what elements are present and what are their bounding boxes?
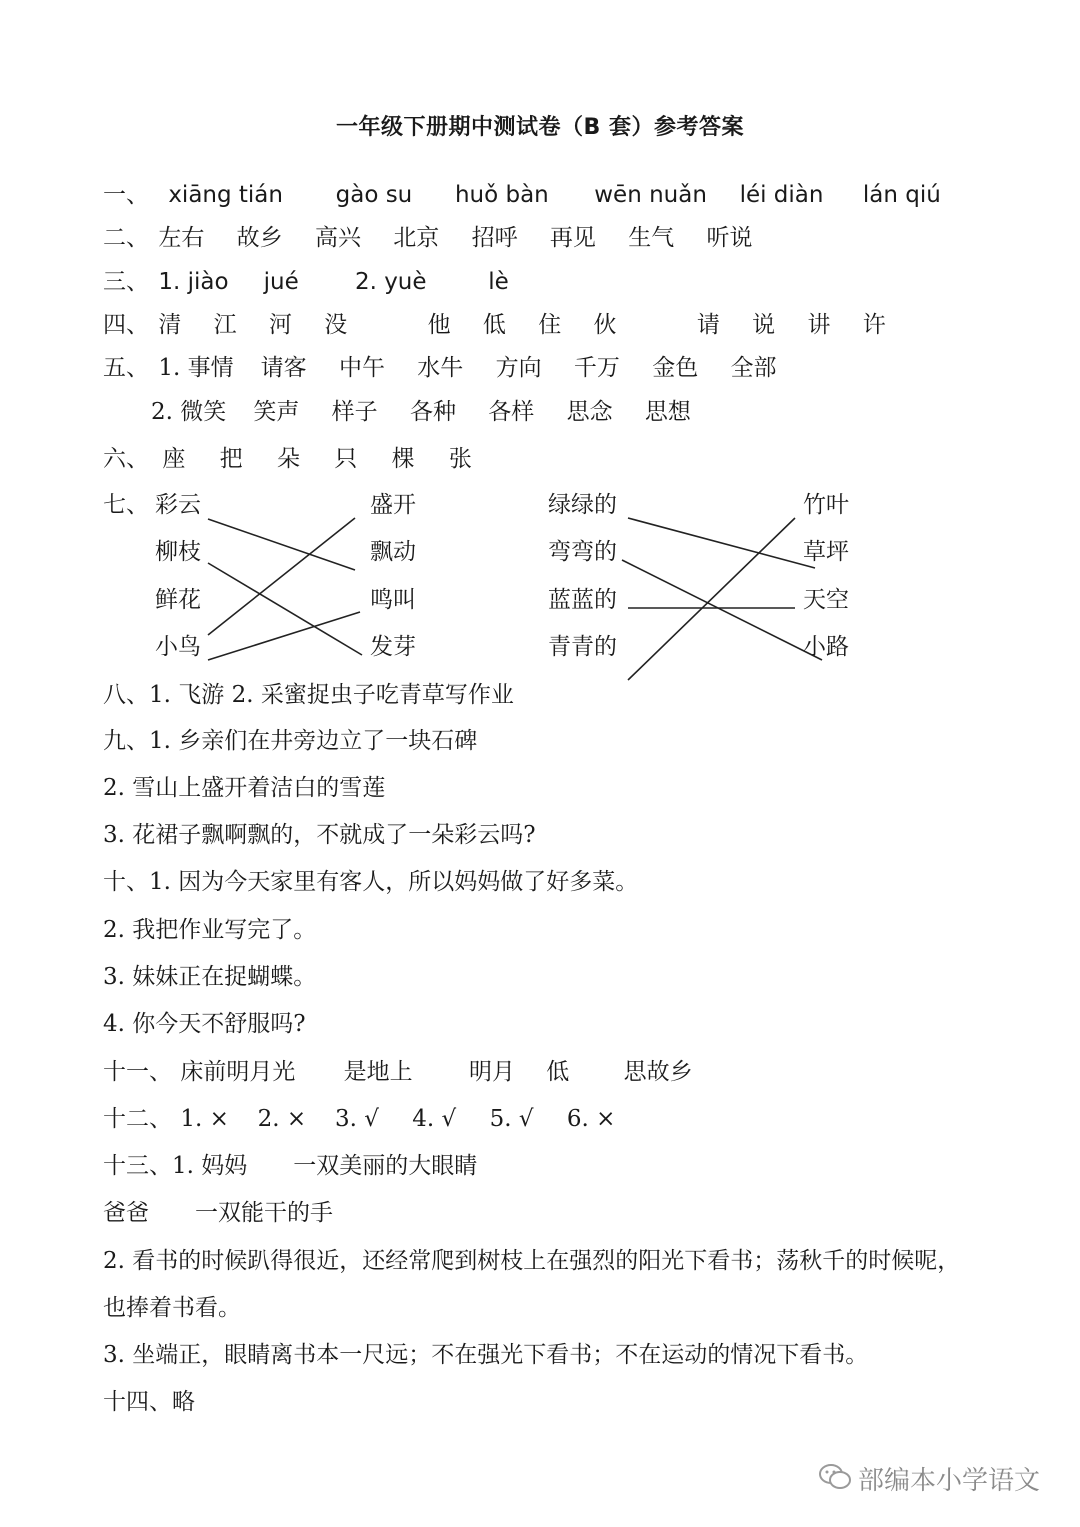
answer-13-line-1: 十三、1. 妈妈 一双美丽的大眼睛	[103, 1153, 478, 1179]
answer-7-label: 七、	[103, 492, 149, 518]
answer-3-label: 三、	[103, 269, 149, 295]
pinyin-item: 1. jiào	[158, 269, 229, 295]
match-left-a-3: 鲜花	[155, 587, 201, 613]
match-left-a-1: 彩云	[155, 492, 201, 518]
poem-item: 是地上	[343, 1059, 413, 1085]
match-line	[208, 612, 360, 660]
word-item: 水牛	[417, 355, 464, 381]
char-item: 许	[862, 312, 886, 338]
answer-2-label: 二、	[103, 225, 149, 251]
char-item: 伙	[593, 312, 617, 338]
judge-item: 6. ×	[566, 1106, 616, 1132]
answer-4-label: 四、	[103, 312, 149, 338]
char-item: 他	[427, 312, 451, 338]
pinyin-item: jué	[263, 269, 299, 295]
char-item: 低	[482, 312, 506, 338]
wechat-icon	[818, 1462, 852, 1492]
char-item: 张	[448, 446, 472, 472]
char-item: 讲	[807, 312, 831, 338]
char-item: 清	[158, 312, 182, 338]
match-left-b-3: 蓝蓝的	[548, 587, 617, 613]
word-item: 千万	[573, 355, 620, 381]
match-left-b-4: 青青的	[548, 634, 617, 660]
word-item: 北京	[393, 225, 440, 251]
answer-5-label: 五、	[103, 355, 149, 381]
answer-1-label: 一、	[103, 182, 149, 208]
match-right-b-2: 草坪	[803, 539, 849, 565]
match-right-a-2: 飘动	[370, 539, 416, 565]
char-item: 没	[324, 312, 348, 338]
answer-13-line-4: 也捧着书看。	[103, 1295, 241, 1321]
match-right-b-4: 小路	[803, 634, 849, 660]
answer-9-line-3: 3. 花裙子飘啊飘的，不就成了一朵彩云吗?	[103, 822, 536, 848]
word-item: 各种	[409, 399, 456, 425]
answer-6-label: 六、	[103, 446, 149, 472]
answer-8: 八、1. 飞游 2. 采蜜捉虫子吃青草写作业	[103, 682, 514, 708]
word-item: 故乡	[236, 225, 283, 251]
match-right-a-3: 鸣叫	[370, 587, 416, 613]
answer-10-line-1: 十、1. 因为今天家里有客人，所以妈妈做了好多菜。	[103, 869, 639, 895]
match-left-a-4: 小鸟	[155, 634, 201, 660]
judge-item: 2. ×	[257, 1106, 307, 1132]
match-left-a-2: 柳枝	[155, 539, 201, 565]
match-left-b-2: 弯弯的	[548, 539, 617, 565]
pinyin-item: léi diàn	[739, 182, 824, 208]
word-item: 金色	[652, 355, 699, 381]
poem-item: 床前明月光	[180, 1059, 296, 1085]
answer-13-line-5: 3. 坐端正，眼睛离书本一尺远；不在强光下看书；不在运动的情况下看书。	[103, 1342, 869, 1368]
char-item: 只	[334, 446, 358, 472]
answer-13-line-3: 2. 看书的时候趴得很近，还经常爬到树枝上在强烈的阳光下看书；荡秋千的时候呢，	[103, 1248, 961, 1274]
match-line	[208, 519, 355, 570]
answer-10-line-2: 2. 我把作业写完了。	[103, 917, 317, 943]
word-item: 生气	[628, 225, 675, 251]
answer-11-label: 十一、	[103, 1059, 172, 1085]
word-item: 2. 微笑	[151, 399, 227, 425]
match-line	[628, 518, 795, 680]
char-item: 座	[162, 446, 186, 472]
word-item: 笑声	[253, 399, 300, 425]
pinyin-item: huǒ bàn	[454, 182, 549, 208]
char-item: 江	[213, 312, 237, 338]
word-item: 方向	[495, 355, 542, 381]
poem-item: 明月	[468, 1059, 515, 1085]
answer-9-line-2: 2. 雪山上盛开着洁白的雪莲	[103, 775, 386, 801]
match-line	[208, 563, 362, 655]
word-item: 全部	[730, 355, 777, 381]
char-item: 把	[219, 446, 243, 472]
answer-10-line-4: 4. 你今天不舒服吗?	[103, 1011, 306, 1037]
pinyin-item: 2. yuè	[354, 269, 427, 295]
word-item: 1. 事情	[158, 355, 234, 381]
answer-11	[103, 1057, 693, 1087]
char-item: 住	[538, 312, 562, 338]
word-item: 样子	[331, 399, 378, 425]
word-item: 请客	[260, 355, 307, 381]
word-item: 再见	[549, 225, 596, 251]
char-item: 请	[696, 312, 720, 338]
match-right-a-4: 发芽	[370, 634, 416, 660]
answer-14: 十四、略	[103, 1389, 195, 1415]
word-item: 思想	[644, 399, 691, 425]
char-item: 说	[752, 312, 776, 338]
poem-item: 思故乡	[623, 1059, 693, 1085]
match-right-a-1: 盛开	[370, 492, 416, 518]
answer-12-label: 十二、	[103, 1106, 172, 1132]
answer-9-line-1: 九、1. 乡亲们在井旁边立了一块石碑	[103, 728, 478, 754]
judge-item: 4. √	[412, 1106, 457, 1132]
pinyin-item: lán qiú	[862, 182, 941, 208]
answer-13-line-2: 爸爸 一双能干的手	[103, 1200, 333, 1226]
pinyin-item: wēn nuǎn	[594, 182, 707, 208]
word-item: 左右	[158, 225, 205, 251]
judge-item: 3. √	[334, 1106, 379, 1132]
char-item: 朵	[276, 446, 300, 472]
char-item: 河	[268, 312, 292, 338]
word-item: 高兴	[314, 225, 361, 251]
page-title: 一年级下册期中测试卷（B 套）参考答案	[336, 115, 744, 140]
judge-item: 1. ×	[180, 1106, 229, 1132]
match-right-b-1: 竹叶	[803, 492, 849, 518]
answer-12	[103, 1104, 615, 1134]
match-right-b-3: 天空	[803, 587, 849, 613]
word-item: 中午	[338, 355, 385, 381]
watermark-text: 部编本小学语文	[858, 1466, 1041, 1496]
matching-lines	[0, 0, 1080, 700]
pinyin-item: lè	[488, 269, 509, 295]
poem-item: 低	[546, 1059, 570, 1085]
judge-item: 5. √	[489, 1106, 534, 1132]
word-item: 招呼	[471, 225, 518, 251]
char-item: 棵	[391, 446, 415, 472]
match-line	[622, 560, 822, 660]
pinyin-item: gào su	[335, 182, 413, 208]
word-item: 思念	[566, 399, 613, 425]
word-item: 听说	[706, 225, 753, 251]
answer-10-line-3: 3. 妹妹正在捉蝴蝶。	[103, 964, 317, 990]
match-left-b-1: 绿绿的	[548, 492, 617, 518]
word-item: 各样	[488, 399, 535, 425]
pinyin-item: xiāng tián	[168, 182, 283, 208]
